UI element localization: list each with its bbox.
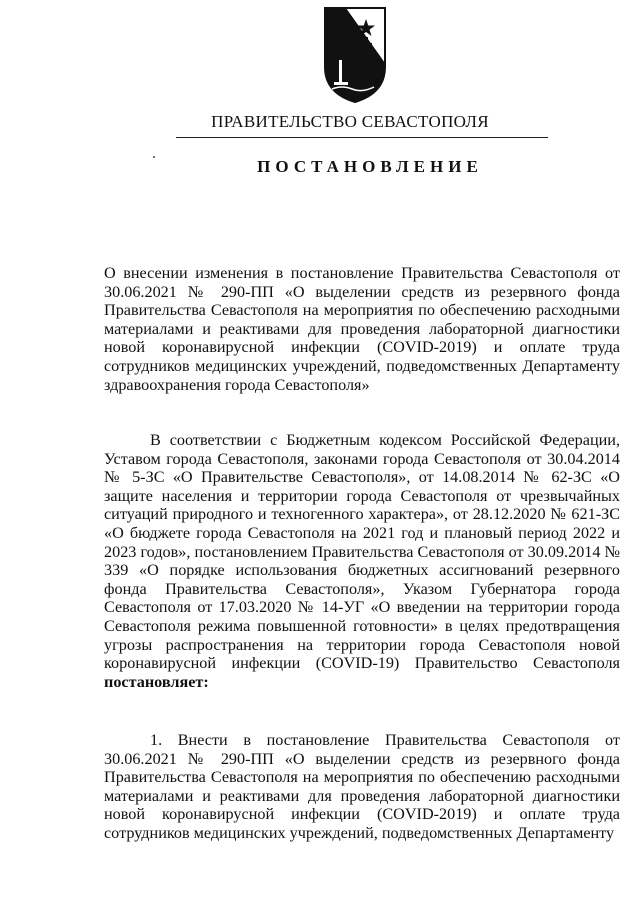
clause-1: 1. Внести в постановление Правительства Севастополя от 30.06.2021 № 290-ПП «О выделении средств из резервного фонда Правительства Севастополя на мероприятия по обеспечению расходными материалами и реактивами для проведения лабораторной диагностики новой коронавирусной инфекции (COVID-2019) и оплате труда сотрудников медицинских учреждений, подведомственных Департаменту <box>104 731 620 842</box>
preamble-paragraph <box>104 431 620 691</box>
organization-name: ПРАВИТЕЛЬСТВО СЕВАСТОПОЛЯ <box>211 112 489 131</box>
document-title: О внесении изменения в постановление Правительства Севастополя от 30.06.2021 № 290-ПП «О выделении средств из резервного фонда Правительства Севастополя на мероприятия по обеспечению расходными материалами и реактивами для проведения лабораторной диагностики новой коронавирусной инфекции (COVID-2019) и оплате труда сотрудников медицинских учреждений, подведомственных Департаменту здравоохранения города Севастополя» <box>104 264 620 394</box>
header-divider <box>176 137 548 138</box>
resolve-word: постановляет: <box>104 672 209 691</box>
preamble-text: В соответствии с Бюджетным кодексом Российской Федерации, Уставом города Севастополя, законами города Севастополя от 30.04.2014 № 5-ЗС «О Правительстве Севастополя», от 14.08.2014 № 62-ЗС «О защите населения и территории города Севастополя от чрезвычайных ситуаций природного и техногенного характера», от 28.12.2020 № 621-ЗС «О бюджете города Севастополя на 2021 год и плановый период 2022 и 2023 годов», постановлением Правительства Севастополя от 30.09.2014 № 339 «О порядке использования бюджетных ассигнований резервного фонда Правительства Севастополя», Указом Губернатора города Севастополя от 17.03.2020 № 14-УГ «О введении на территории города Севастополя режима повышенной готовности» в целях предотвращения угрозы распространения на территории города Севастополя новой коронавирусной инфекции (COVID-19) Правительство Севастополя <box>104 431 620 673</box>
document-type: ПОСТАНОВЛЕНИЕ <box>257 157 483 176</box>
sevastopol-coat-of-arms-icon <box>322 5 388 105</box>
